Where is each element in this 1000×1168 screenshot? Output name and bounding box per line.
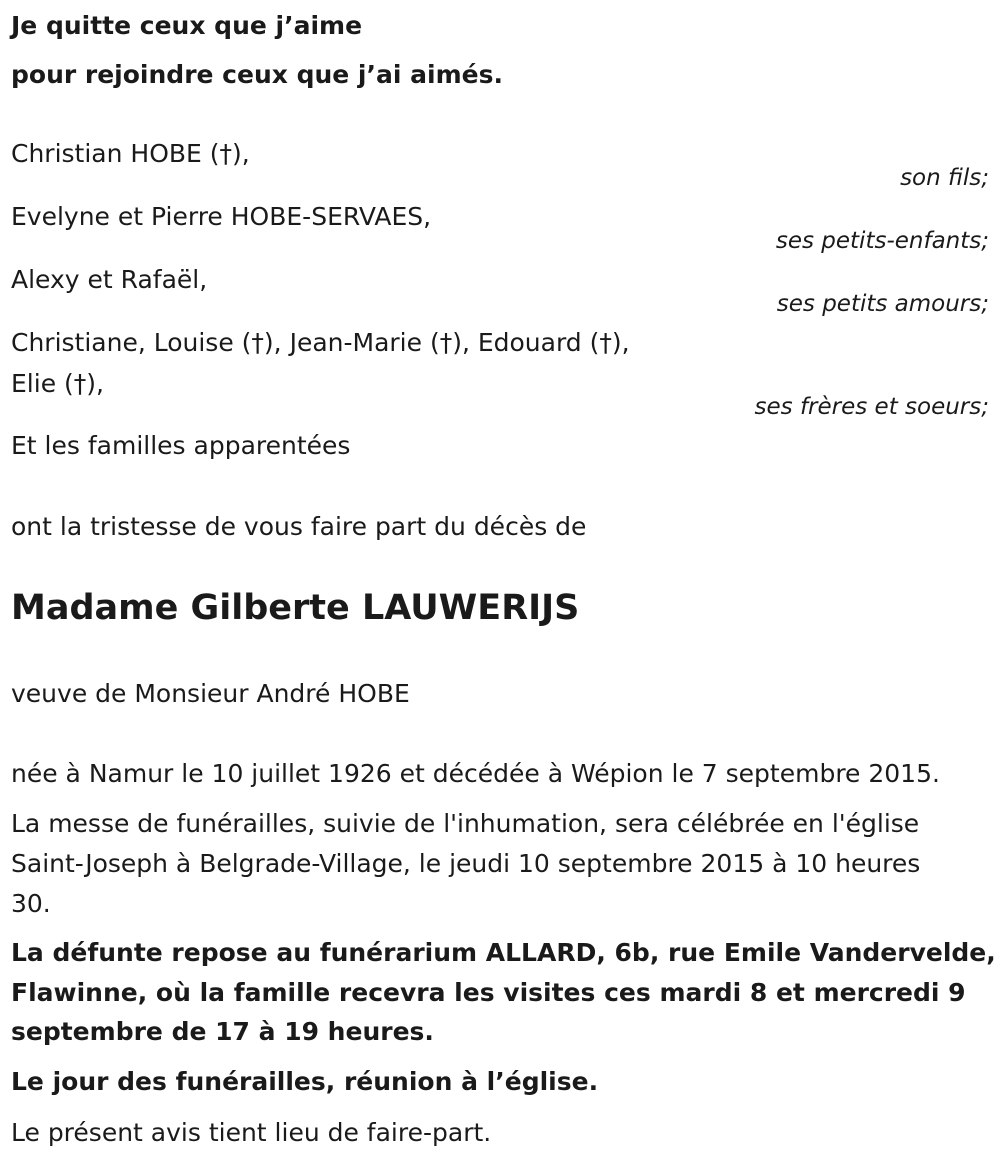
family-member-names: Alexy et Rafaël, <box>11 265 208 294</box>
visitation-line-3: septembre de 17 à 19 heures. <box>11 1017 434 1046</box>
notice-line: Le présent avis tient lieu de faire-part. <box>11 1118 492 1147</box>
family-member-relation: son fils; <box>900 165 989 191</box>
funeral-mass-line-2: Saint-Joseph à Belgrade-Village, le jeudi 10 septembre 2015 à 10 heures <box>11 849 921 878</box>
epigraph-line-2: pour rejoindre ceux que j’ai aimés. <box>11 60 503 89</box>
widow-of-line: veuve de Monsieur André HOBE <box>11 679 410 708</box>
family-member-names-continued: Elie (†), <box>11 369 104 398</box>
family-member-relation: ses petits-enfants; <box>775 228 989 254</box>
visitation-line-1: La défunte repose au funérarium ALLARD, 6b, rue Emile Vandervelde, <box>11 938 996 967</box>
deceased-name: Madame Gilberte LAUWERIJS <box>11 588 580 628</box>
visitation-line-2: Flawinne, où la famille recevra les visites ces mardi 8 et mercredi 9 <box>11 978 966 1007</box>
family-member-names: Evelyne et Pierre HOBE-SERVAES, <box>11 202 432 231</box>
related-families: Et les familles apparentées <box>11 431 351 460</box>
family-member-names: Christiane, Louise (†), Jean-Marie (†), Edouard (†), <box>11 328 630 357</box>
funeral-mass-line-1: La messe de funérailles, suivie de l'inhumation, sera célébrée en l'église <box>11 809 920 838</box>
family-member-relation: ses frères et soeurs; <box>754 394 989 420</box>
family-member-relation: ses petits amours; <box>776 291 989 317</box>
family-member-names: Christian HOBE (†), <box>11 139 250 168</box>
announcement-text: ont la tristesse de vous faire part du décès de <box>11 512 587 541</box>
funeral-mass-line-3: 30. <box>11 889 51 918</box>
epigraph-line-1: Je quitte ceux que j’aime <box>11 11 363 40</box>
birth-death-line: née à Namur le 10 juillet 1926 et décédée à Wépion le 7 septembre 2015. <box>11 759 940 788</box>
meeting-line: Le jour des funérailles, réunion à l’église. <box>11 1067 599 1096</box>
